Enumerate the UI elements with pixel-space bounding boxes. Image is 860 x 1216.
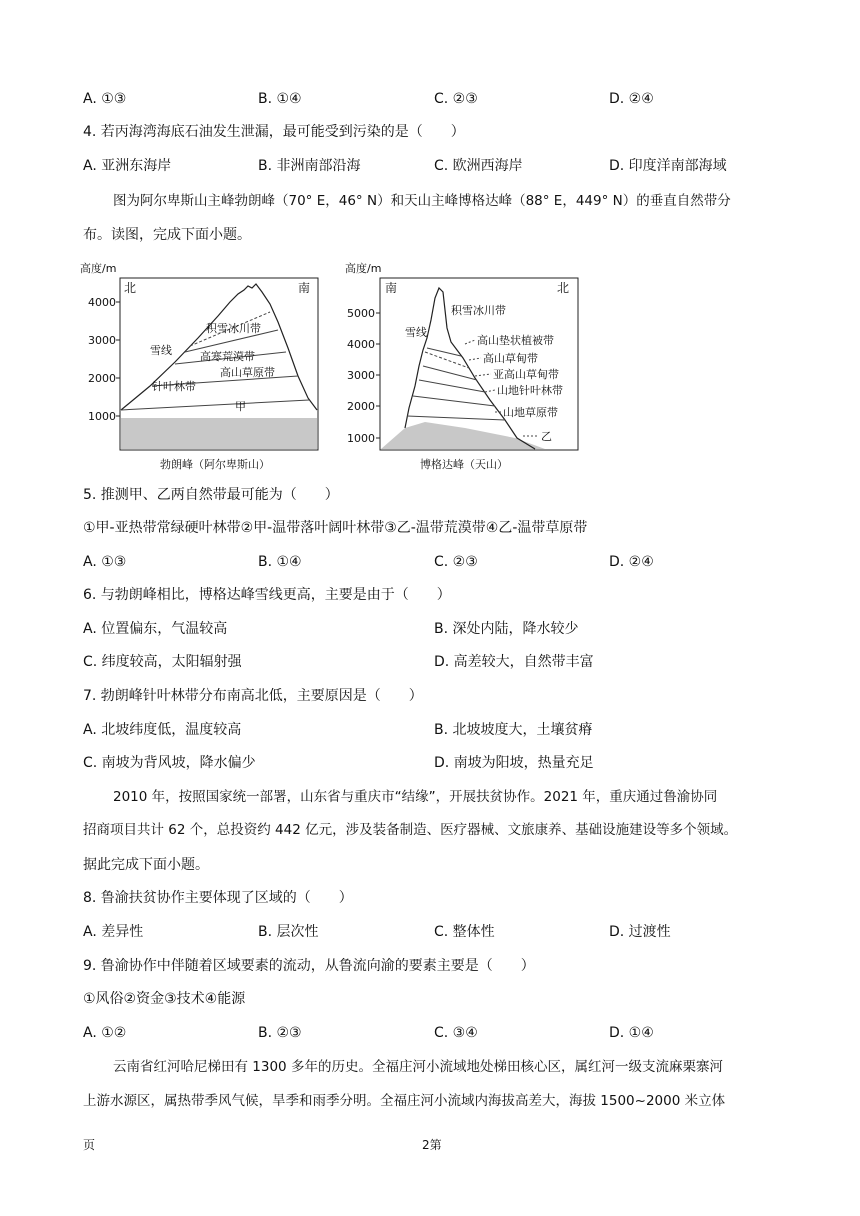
fig2-glacier-label: 积雪冰川带 xyxy=(451,304,506,317)
fig2-tick-4000: 4000 xyxy=(347,338,375,351)
q5-option-c: C. ②③ xyxy=(434,554,478,570)
q9-stem: 9. 鲁渝协作中伴随着区域要素的流动，从鲁流向渝的要素主要是（ ） xyxy=(83,958,535,974)
q3-option-b: B. ①④ xyxy=(258,91,302,107)
intro3-line1: 云南省红河哈尼梯田有 1300 多年的历史。全福庄河小流域地处梯田核心区，属红河一级支流麻栗寨河 xyxy=(113,1059,723,1075)
fig2-tick-3000: 3000 xyxy=(347,369,375,382)
q6-option-b: B. 深处内陆，降水较少 xyxy=(434,621,579,637)
q5-option-b: B. ①④ xyxy=(258,554,302,570)
intro3-line2: 上游水源区，属热带季风气候，旱季和雨季分明。全福庄河小流域内海拔高差大，海拔 1500~2000 米立体 xyxy=(83,1093,726,1109)
q6-option-c: C. 纬度较高，太阳辐射强 xyxy=(83,654,242,670)
q9-option-a: A. ①② xyxy=(83,1025,127,1041)
fig1-conifer-label: 针叶林带 xyxy=(152,380,196,393)
fig1-ylabel: 高度/m xyxy=(80,262,117,275)
q5-stem: 5. 推测甲、乙两自然带最可能为（ ） xyxy=(83,487,339,503)
q4-option-c: C. 欧洲西海岸 xyxy=(434,158,523,174)
fig2-steppe-label: 山地草原带 xyxy=(503,406,558,419)
fig2-conifer-label: 山地针叶林带 xyxy=(497,384,563,397)
q3-option-a: A. ①③ xyxy=(83,91,127,107)
q7-option-b: B. 北坡坡度大，土壤贫瘠 xyxy=(434,722,593,738)
q3-option-d: D. ②④ xyxy=(609,91,654,107)
q6-stem: 6. 与勃朗峰相比，博格达峰雪线更高，主要是由于（ ） xyxy=(83,587,451,603)
fig1-desert-label: 高寒荒漠带 xyxy=(200,350,255,363)
fig1-tick-3000: 3000 xyxy=(88,334,116,347)
fig1-north: 北 xyxy=(124,281,137,295)
q5-items: ①甲-亚热带常绿硬叶林带②甲-温带落叶阔叶林带③乙-温带荒漠带④乙-温带草原带 xyxy=(83,520,588,536)
q7-option-c: C. 南坡为背风坡，降水偏少 xyxy=(83,755,256,771)
fig2-cushion-label: 高山垫状植被带 xyxy=(477,334,554,347)
fig1-tick-2000: 2000 xyxy=(88,372,116,385)
fig2-tick-1000: 1000 xyxy=(347,432,375,445)
q8-option-a: A. 差异性 xyxy=(83,924,144,940)
q8-option-b: B. 层次性 xyxy=(258,924,319,940)
fig2-caption: 博格达峰（天山） xyxy=(420,458,508,471)
fig1-meadow-label: 高山草原带 xyxy=(220,366,275,379)
q6-option-a: A. 位置偏东，气温较高 xyxy=(83,621,228,637)
fig1-tick-1000: 1000 xyxy=(88,410,116,423)
fig2-yi-label: 乙 xyxy=(541,430,552,443)
q8-stem: 8. 鲁渝扶贫协作主要体现了区域的（ ） xyxy=(83,890,353,906)
intro2-line3: 据此完成下面小题。 xyxy=(83,857,209,873)
intro2-line2: 招商项目共计 62 个，总投资约 442 亿元，涉及装备制造、医疗器械、文旅康养、基础设施建设等多个领域。 xyxy=(83,822,738,838)
fig2-tick-2000: 2000 xyxy=(347,400,375,413)
fig1-jia-label: 甲 xyxy=(235,400,246,413)
intro2-line1: 2010 年，按照国家统一部署，山东省与重庆市“结缘”，开展扶贫协作。2021 年，重庆通过鲁渝协同 xyxy=(113,789,718,805)
q4-option-b: B. 非洲南部沿海 xyxy=(258,158,361,174)
fig2-subalp-label: 亚高山草甸带 xyxy=(493,368,559,381)
q5-option-a: A. ①③ xyxy=(83,554,127,570)
fig2-tick-5000: 5000 xyxy=(347,307,375,320)
q4-stem: 4. 若丙海湾海底石油发生泄漏，最可能受到污染的是（ ） xyxy=(83,124,465,140)
q7-option-a: A. 北坡纬度低，温度较高 xyxy=(83,722,242,738)
q7-stem: 7. 勃朗峰针叶林带分布南高北低，主要原因是（ ） xyxy=(83,688,423,704)
fig2-snowline-label: 雪线 xyxy=(405,326,427,339)
fig1-glacier-label: 积雪冰川带 xyxy=(206,322,261,335)
fig1-tick-4000: 4000 xyxy=(88,296,116,309)
q9-items: ①风俗②资金③技术④能源 xyxy=(83,991,246,1007)
fig2-south: 南 xyxy=(385,281,398,295)
q4-option-d: D. 印度洋南部海域 xyxy=(609,158,727,174)
q7-option-d: D. 南坡为阳坡，热量充足 xyxy=(434,755,594,771)
q9-option-b: B. ②③ xyxy=(258,1025,302,1041)
q8-option-c: C. 整体性 xyxy=(434,924,495,940)
q9-option-d: D. ①④ xyxy=(609,1025,654,1041)
footer-left: 页 xyxy=(83,1138,96,1152)
intro1-line1: 图为阿尔卑斯山主峰勃朗峰（70° E，46° N）和天山主峰博格达峰（88° E，449° N）的垂直自然带分 xyxy=(113,193,731,209)
fig2-alpmeadow-label: 高山草甸带 xyxy=(483,352,538,365)
q3-option-c: C. ②③ xyxy=(434,91,478,107)
fig2-north: 北 xyxy=(557,281,570,295)
q5-option-d: D. ②④ xyxy=(609,554,654,570)
q9-option-c: C. ③④ xyxy=(434,1025,478,1041)
intro1-line2: 布。读图，完成下面小题。 xyxy=(83,227,251,243)
bogda-figure xyxy=(345,258,585,478)
mont-blanc-figure xyxy=(80,258,330,478)
q4-option-a: A. 亚洲东海岸 xyxy=(83,158,172,174)
fig1-snowline-label: 雪线 xyxy=(150,344,172,357)
q6-option-d: D. 高差较大，自然带丰富 xyxy=(434,654,594,670)
fig1-caption: 勃朗峰（阿尔卑斯山） xyxy=(160,458,270,471)
page-number: 2第 xyxy=(422,1138,442,1152)
q8-option-d: D. 过渡性 xyxy=(609,924,671,940)
fig2-ylabel: 高度/m xyxy=(345,262,382,275)
fig1-south: 南 xyxy=(298,281,311,295)
